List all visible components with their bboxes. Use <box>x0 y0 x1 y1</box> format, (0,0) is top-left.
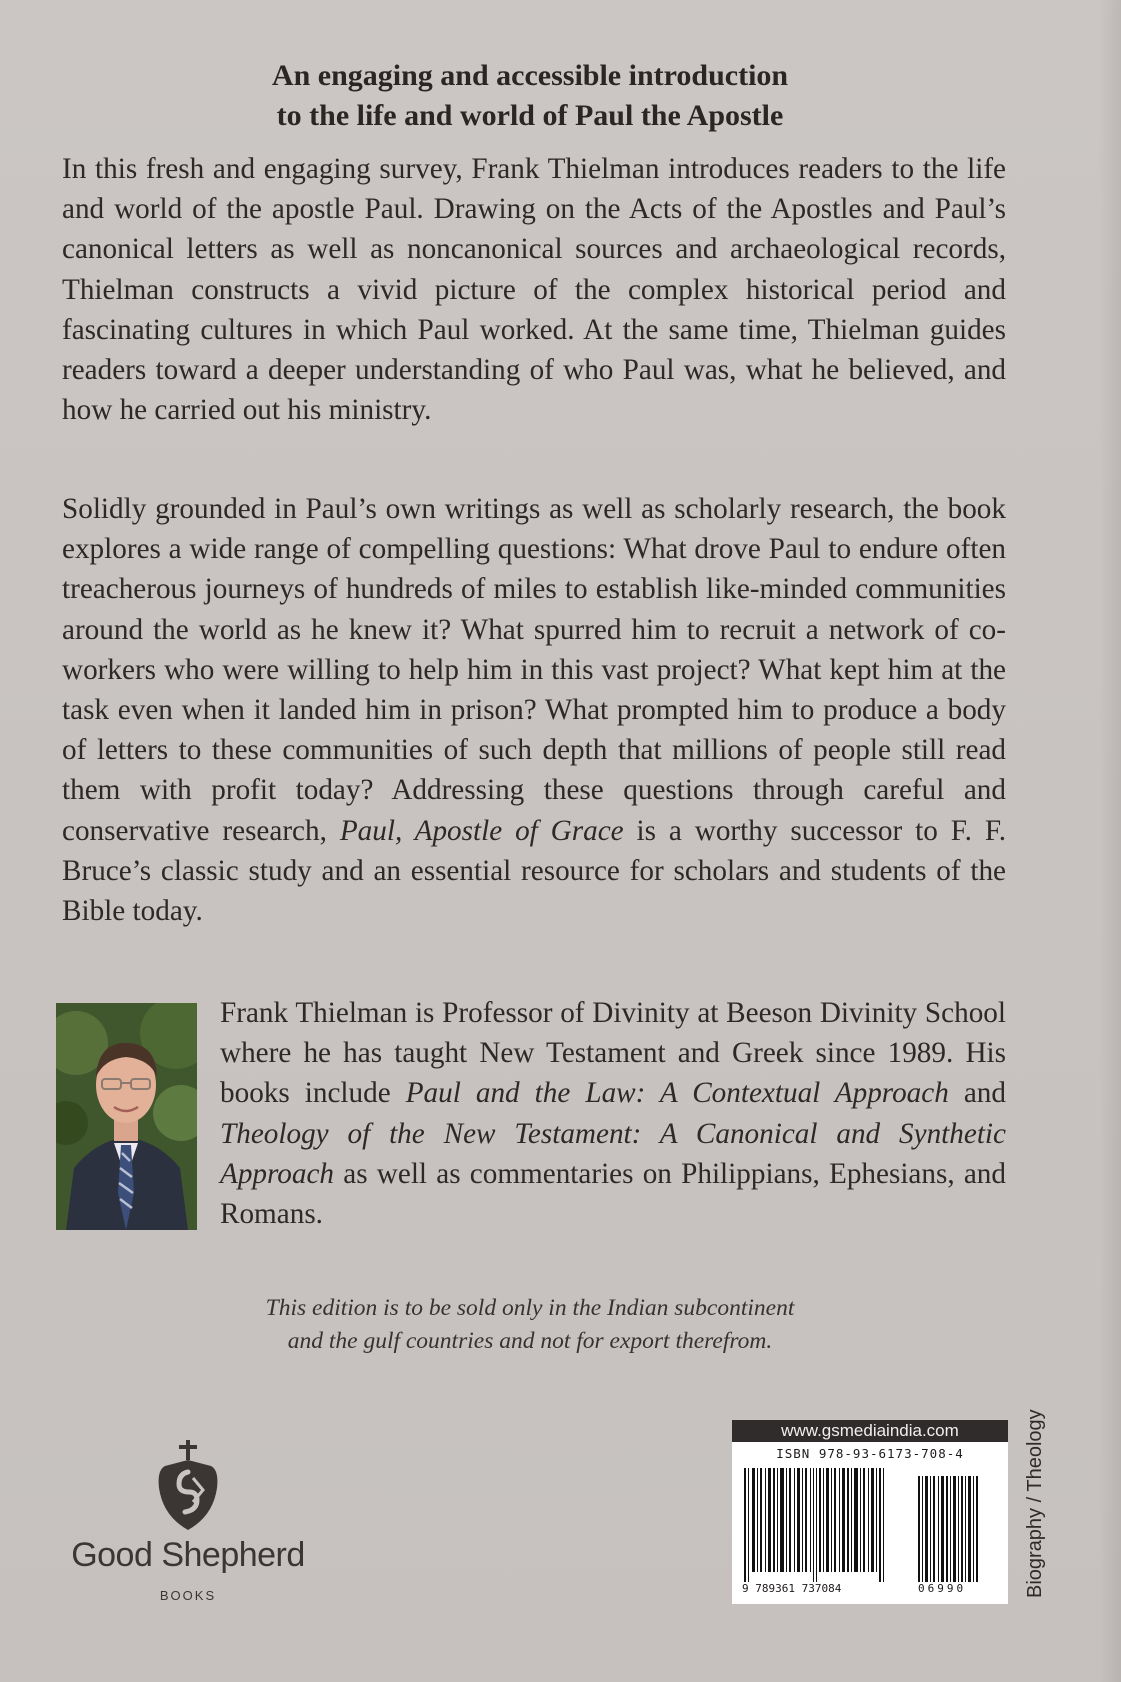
sale-notice <box>150 1292 910 1358</box>
sale-notice-line-2: and the gulf countries and not for export therefrom. <box>287 1328 773 1354</box>
bio-book-1: Paul and the Law: A Contextual Approach <box>405 1077 949 1110</box>
publisher-imprint: BOOKS <box>159 1588 217 1603</box>
sale-notice-line-1: This edition is to be sold only in the Indian subcontinent <box>265 1295 795 1321</box>
bio-text-3: as well as commentaries on Philippians, Ephesians, and Romans. <box>220 1157 1006 1231</box>
bio-book-2: Theology of the New Testament: A Canonical and Synthetic Approach <box>220 1117 1006 1190</box>
barcode-addon: 06990 <box>918 1582 967 1595</box>
paragraph-2-text: Solidly grounded in Paul’s own writings as well as scholarly research, the book explores a wide range of compelling questions: What drove Paul to endure often treacherous journeys of hundreds of miles to establish like-minded communities around the world as he knew it? What spurred him to recruit a network of co-workers who were willing to help him in this vast project? What kept him at the task even when it landed him in prison? What prompted him to produce a body of letters to these communities of such depth that millions of people still read them with profit today? Addressing these questions through careful and conservative research, <box>62 493 1006 847</box>
author-photo <box>56 1003 197 1230</box>
barcode-icon <box>744 1468 996 1582</box>
publisher-url: www.gsmediaindia.com <box>732 1420 1008 1442</box>
cover-edge-shadow <box>1099 0 1121 1682</box>
barcode-panel <box>732 1420 1008 1604</box>
paragraph-2-text-end: is a worthy successor to F. F. Bruce’s classic study and an essential resource for scholars and students of the Bible today. <box>62 814 1007 928</box>
author-portrait-image <box>56 1003 197 1230</box>
description-paragraph-1: In this fresh and engaging survey, Frank Thielman introduces readers to the life and world of the apostle Paul. Drawing on the Acts of the Apostles and Paul’s canonical letters as well as noncanonical sources and archaeological records, Thielman constructs a vivid picture of the complex historical period and fascinating cultures in which Paul worked. At the same time, Thielman guides readers toward a deeper understanding of who Paul was, what he believed, and how he carried out his ministry. <box>62 153 1006 427</box>
category-label: Biography / Theology <box>1024 1409 1046 1598</box>
headline-line-1: An engaging and accessible introduction <box>271 59 789 92</box>
bio-text-2: and <box>963 1077 1006 1110</box>
barcode-digits: 9 789361 737084 <box>742 1582 842 1595</box>
publisher-logo <box>58 1440 318 1610</box>
headline <box>150 56 910 136</box>
publisher-name: Good Shepherd <box>71 1536 305 1574</box>
shepherd-shield-icon <box>153 1440 223 1532</box>
bio-text-1: Frank Thielman is Professor of Divinity at Beeson Divinity School where he has taught New Testament and Greek since 1989. His books include <box>220 997 1006 1110</box>
description-paragraph-2 <box>62 489 1006 931</box>
book-title: Paul, Apostle of Grace <box>339 814 624 847</box>
headline-line-2: to the life and world of Paul the Apostle <box>276 99 784 132</box>
isbn-text: ISBN 978-93-6173-708-4 <box>776 1446 964 1461</box>
author-bio <box>220 993 1006 1234</box>
